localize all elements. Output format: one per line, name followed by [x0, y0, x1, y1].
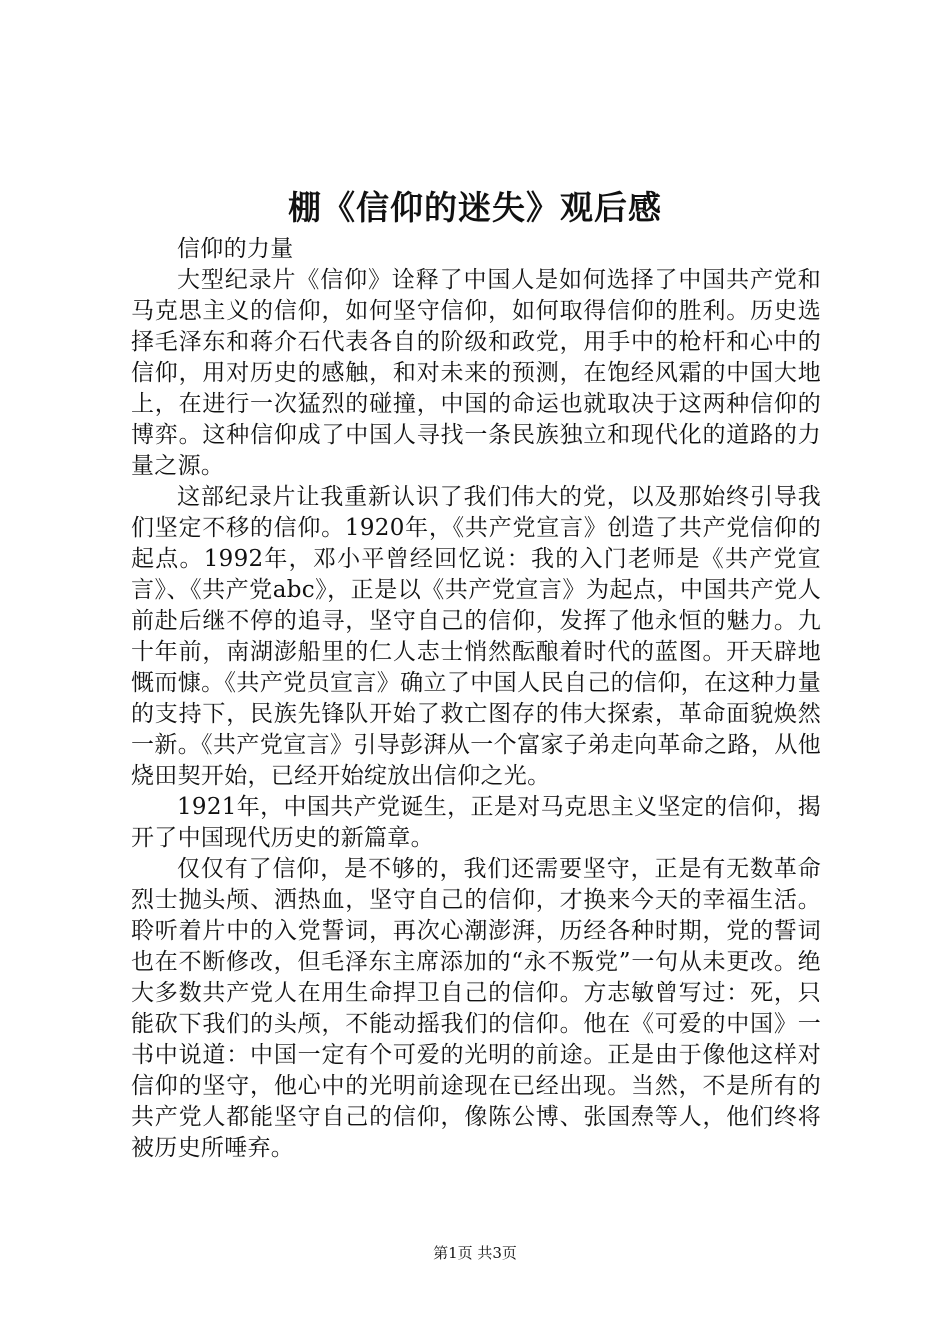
document-body — [131, 234, 821, 1164]
paragraph: 这部纪录片让我重新认识了我们伟大的党，以及那始终引导我们坚定不移的信仰。1920年，《共产党宣言》创造了共产党信仰的起点。1992年，邓小平曾经回忆说：我的入门老师是《共产党宣言》、《共产党abc》，正是以《共产党宣言》为起点，中国共产党人前赴后继不停的追寻，坚守自己的信仰，发挥了他永恒的魅力。九十年前，南湖澎船里的仁人志士悄然酝酿着时代的蓝图。开天辟地慨而慷。《共产党员宣言》确立了中国人民自己的信仰，在这种力量的支持下，民族先锋队开始了救亡图存的伟大探索，革命面貌焕然一新。《共产党宣言》引导彭湃从一个富家子弟走向革命之路，从他烧田契开始，已经开始绽放出信仰之光。 — [131, 484, 821, 789]
paragraph: 大型纪录片《信仰》诠释了中国人是如何选择了中国共产党和马克思主义的信仰，如何坚守信仰，如何取得信仰的胜利。历史选择毛泽东和蒋介石代表各自的阶级和政党，用手中的枪杆和心中的信仰，用对历史的感触，和对未来的预测，在饱经风霜的中国大地上，在进行一次猛烈的碰撞，中国的命运也就取决于这两种信仰的博弈。这种信仰成了中国人寻找一条民族独立和现代化的道路的力量之源。 — [131, 267, 821, 479]
paragraph: 1921年，中国共产党诞生，正是对马克思主义坚定的信仰，揭开了中国现代历史的新篇章。 — [131, 794, 821, 851]
document-title: 棚《信仰的迷失》观后感 — [288, 188, 662, 227]
section-heading: 信仰的力量 — [177, 236, 294, 262]
page-footer: 第1页 共3页 — [433, 1244, 517, 1262]
paragraph: 仅仅有了信仰，是不够的，我们还需要坚守，正是有无数革命烈士抛头颅、洒热血，坚守自己的信仰，才换来今天的幸福生活。聆听着片中的入党誓词，再次心潮澎湃，历经各种时期，党的誓词也在不断修改，但毛泽东主席添加的“永不叛党”一句从未更改。绝大多数共产党人在用生命捍卫自己的信仰。方志敏曾写过：死，只能砍下我们的头颅，不能动摇我们的信仰。他在《可爱的中国》一书中说道：中国一定有个可爱的光明的前途。正是由于像他这样对信仰的坚守，他心中的光明前途现在已经出现。当然，不是所有的共产党人都能坚守自己的信仰，像陈公博、张国焘等人，他们终将被历史所唾弃。 — [131, 856, 821, 1161]
